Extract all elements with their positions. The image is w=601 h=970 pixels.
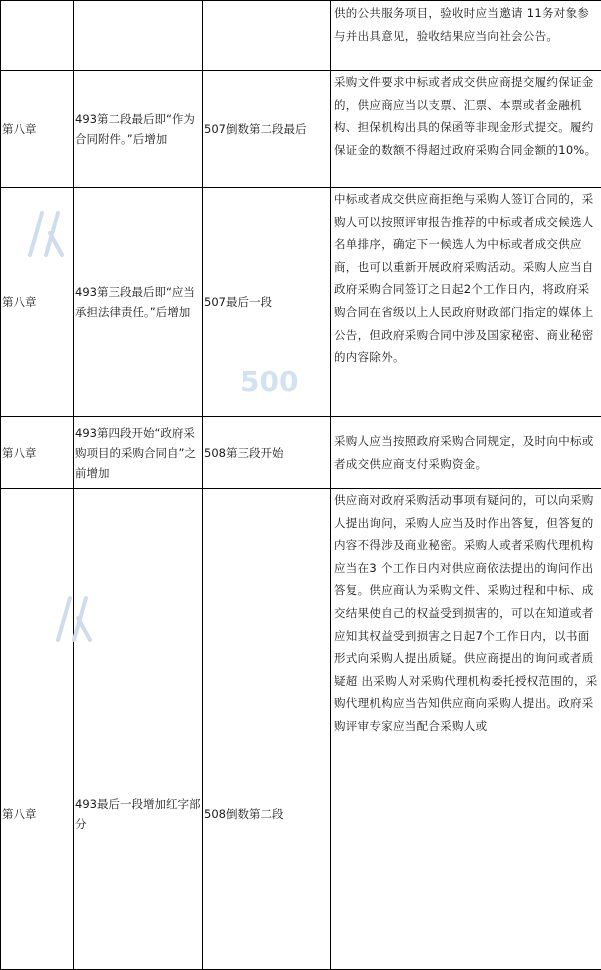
content-cell: 供的公共服务项目，验收时应当邀请 11务对象参与并出具意见，验收结果应当向社会公告。: [331, 1, 601, 71]
revised-location-cell: [203, 1, 331, 71]
original-location-cell: [74, 1, 203, 71]
revised-location-cell: 507倒数第二段最后: [203, 71, 331, 188]
table-row: [1, 417, 601, 489]
content-cell: 采购文件要求中标或者成交供应商提交履约保证金的，供应商应当以支票、汇票、本票或者金融机构、担保机构出具的保函等非现金形式提交。履约保证金的数额不得超过政府采购合同金额的10%。: [331, 71, 601, 188]
original-location-cell: 493最后一段增加红字部分: [74, 489, 203, 970]
chapter-cell: [1, 1, 74, 71]
content-cell: 供应商对政府采购活动事项有疑问的，可以向采购人提出询问，采购人应当及时作出答复，但答复的内容不得涉及商业秘密。采购人或者采购代理机构应当在3 个工作日内对供应商依法提出的询问作出答复。供应商认为采购文件、采购过程和中标、成交结果使自己的权益受到损害的，可以在知道或者应知其权益受到损害之日起7个工作日内，以书面形式向采购人提出质疑。供应商提出的询问或者质疑超 出采购人对采购代理机构委托授权范围的，采购代理机构应当告知供应商向采购人提出。政府采购评审专家应当配合采购人或: [331, 489, 601, 970]
watermark-logo: 500: [240, 365, 298, 398]
original-location-cell: 493第三段最后即“应当承担法律责任。”后增加: [74, 188, 203, 417]
content-cell: 中标或者成交供应商拒绝与采购人签订合同的，采购人可以按照评审报告推荐的中标或者成交候选人名单排序，确定下一候选人为中标或者成交供应商，也可以重新开展政府采购活动。采购人应当自政府采购合同签订之日起2个工作日内，将政府采购合同在省级以上人民政府财政部门指定的媒体上公告，但政府采购合同中涉及国家秘密、商业秘密的内容除外。: [331, 188, 601, 417]
table-row: [1, 71, 601, 188]
table-row: [1, 1, 601, 71]
table-row: [1, 188, 601, 417]
chapter-cell: 第八章: [1, 188, 74, 417]
table-row: [1, 489, 601, 970]
revised-location-cell: 508第三段开始: [203, 417, 331, 489]
original-location-cell: 493第二段最后即“作为合同附件。”后增加: [74, 71, 203, 188]
chapter-cell: 第八章: [1, 489, 74, 970]
content-cell: 采购人应当按照政府采购合同规定，及时向中标或者成交供应商支付采购资金。: [331, 417, 601, 489]
chapter-cell: 第八章: [1, 417, 74, 489]
chapter-cell: 第八章: [1, 71, 74, 188]
revised-location-cell: 508倒数第二段: [203, 489, 331, 970]
revised-location-cell: 507最后一段: [203, 188, 331, 417]
original-location-cell: 493第四段开始“政府采购项目的采购合同自”之前增加: [74, 417, 203, 489]
